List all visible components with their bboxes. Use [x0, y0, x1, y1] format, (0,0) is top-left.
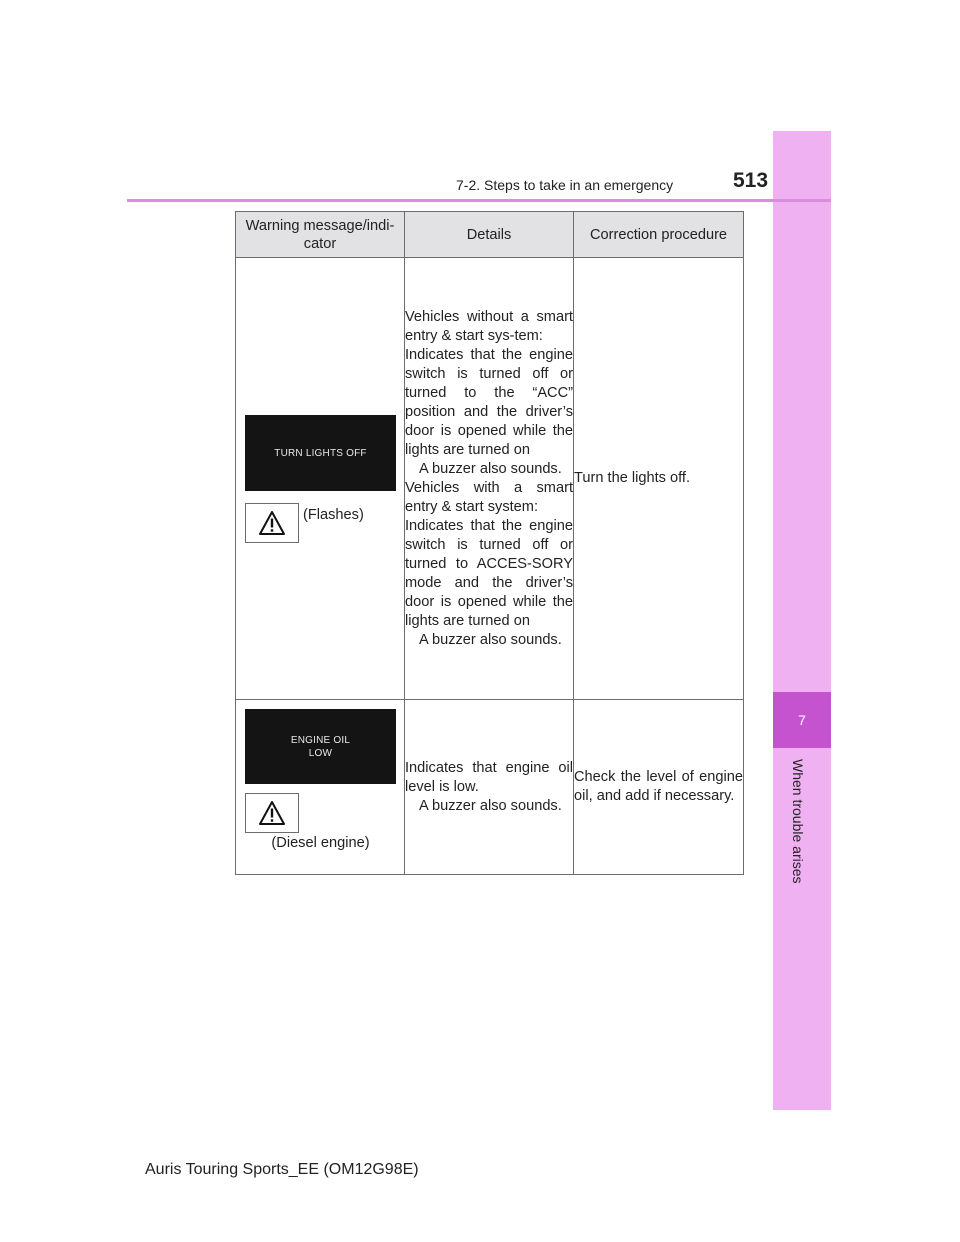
buzzer-note: A buzzer also sounds.	[419, 460, 562, 477]
column-header-details: Details	[405, 212, 574, 258]
indicator-caption: (Flashes)	[303, 507, 364, 523]
correction-cell: Turn the lights off.	[574, 258, 744, 700]
details-cell	[405, 258, 574, 700]
details-line: Indicates that the engine switch is turned off or turned to the “ACC” position and the driver’s door is opened while the lights are turned on	[405, 346, 573, 458]
details-line: Vehicles with a smart entry & start system:	[405, 479, 573, 515]
correction-cell: Check the level of engine oil, and add if necessary.	[574, 700, 744, 875]
display-text: TURN LIGHTS OFF	[274, 447, 367, 459]
section-title: 7-2. Steps to take in an emergency	[456, 177, 674, 193]
chapter-title: When trouble arises	[790, 759, 806, 884]
indicator-caption: (Diesel engine)	[271, 835, 370, 851]
table-header-row	[236, 212, 744, 258]
display-text-line2: LOW	[308, 747, 333, 759]
column-header-correction: Correction procedure	[574, 212, 744, 258]
engine-oil-low-display	[245, 709, 396, 784]
warning-message-table	[235, 211, 744, 875]
indicator-cell	[236, 258, 405, 700]
column-header-indicator-line2: cator	[303, 235, 337, 252]
table-row	[236, 258, 744, 700]
warning-triangle-icon	[245, 793, 299, 833]
details-line: Vehicles without a smart entry & start sys-tem:	[405, 308, 573, 344]
buzzer-note: A buzzer also sounds.	[419, 631, 562, 648]
column-header-indicator-line1: Warning message/indi-	[245, 217, 395, 234]
buzzer-note: A buzzer also sounds.	[419, 797, 562, 814]
table-row	[236, 700, 744, 875]
chapter-number: 7	[773, 692, 831, 748]
page-number: 513	[733, 169, 769, 192]
display-text-line1: ENGINE OIL	[290, 734, 351, 746]
details-cell	[405, 700, 574, 875]
column-header-indicator	[236, 212, 405, 258]
turn-lights-off-display	[245, 415, 396, 491]
footer-model-code: Auris Touring Sports_EE (OM12G98E)	[145, 1161, 419, 1178]
chapter-side-tab	[773, 131, 831, 1110]
indicator-cell	[236, 700, 405, 875]
details-line: Indicates that engine oil level is low.	[405, 759, 573, 795]
warning-triangle-icon	[245, 503, 299, 543]
header-divider	[127, 199, 831, 202]
details-line: Indicates that the engine switch is turned off or turned to ACCES-SORY mode and the driver’s door is opened while the lights are turned on	[405, 517, 573, 629]
